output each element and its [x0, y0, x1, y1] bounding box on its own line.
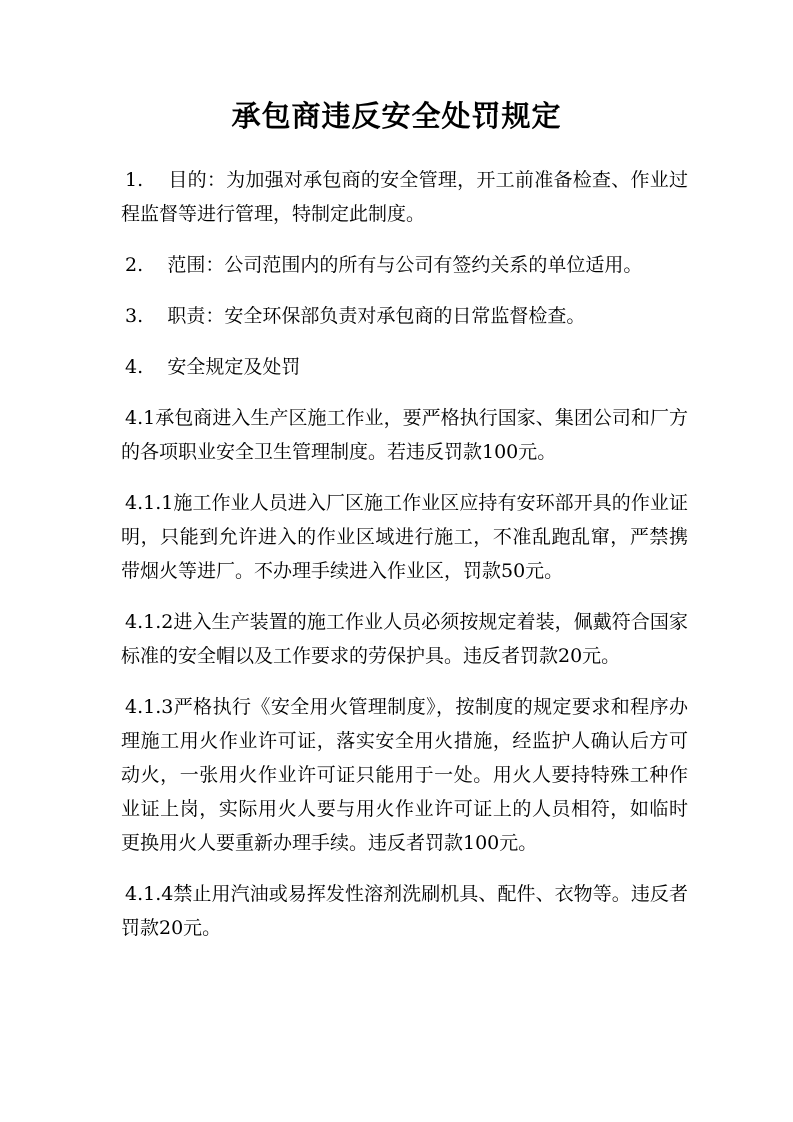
paragraph-4-1-3	[121, 690, 688, 860]
paragraph-text: 范围：公司范围内的所有与公司有签约关系的单位适用。	[167, 254, 643, 276]
paragraph-text: 安全规定及处罚	[167, 356, 301, 378]
paragraph-4-1	[121, 401, 688, 469]
paragraph-4-1-2	[121, 605, 688, 673]
paragraph-text: 禁止用汽油或易挥发性溶剂洗刷机具、配件、衣物等。违反者罚款20元。	[121, 883, 688, 939]
paragraph-scope	[121, 248, 688, 282]
paragraph-text: 承包商进入生产区施工作业，要严格执行国家、集团公司和厂方的各项职业安全卫生管理制度。若违反罚款100元。	[121, 407, 688, 463]
paragraph-number: 4.1.4	[125, 883, 174, 905]
paragraph-text: 严格执行《安全用火管理制度》，按制度的规定要求和程序办理施工用火作业许可证，落实安全用火措施，经监护人确认后方可动火，一张用火作业许可证只能用于一处。用火人要持特殊工种作业证上岗，实际用火人要与用火作业许可证上的人员相符，如临时更换用火人要重新办理手续。违反者罚款100元。	[121, 696, 688, 854]
paragraph-rules-heading	[121, 350, 688, 384]
paragraph-number: 4.1.1	[125, 492, 174, 514]
paragraph-text: 施工作业人员进入厂区施工作业区应持有安环部开具的作业证明，只能到允许进入的作业区域进行施工，不准乱跑乱窜，严禁携带烟火等进厂。不办理手续进入作业区，罚款50元。	[121, 492, 688, 582]
paragraph-number: 4.1.3	[125, 696, 174, 718]
paragraph-text: 进入生产装置的施工作业人员必须按规定着装，佩戴符合国家标准的安全帽以及工作要求的劳保护具。违反者罚款20元。	[121, 611, 688, 667]
document-body	[121, 163, 688, 962]
paragraph-number: 4.1	[125, 407, 156, 429]
paragraph-number: 1.	[125, 169, 144, 191]
paragraph-text: 职责：安全环保部负责对承包商的日常监督检查。	[167, 305, 586, 327]
paragraph-purpose	[121, 163, 688, 231]
paragraph-number: 2.	[125, 254, 144, 276]
paragraph-text: 目的：为加强对承包商的安全管理，开工前准备检查、作业过程监督等进行管理，特制定此制度。	[121, 169, 688, 225]
paragraph-4-1-1	[121, 486, 688, 588]
paragraph-duties	[121, 299, 688, 333]
paragraph-4-1-4	[121, 877, 688, 945]
document-title: 承包商违反安全处罚规定	[231, 99, 562, 133]
paragraph-number: 3.	[125, 305, 144, 327]
paragraph-number: 4.	[125, 356, 144, 378]
paragraph-number: 4.1.2	[125, 611, 174, 633]
